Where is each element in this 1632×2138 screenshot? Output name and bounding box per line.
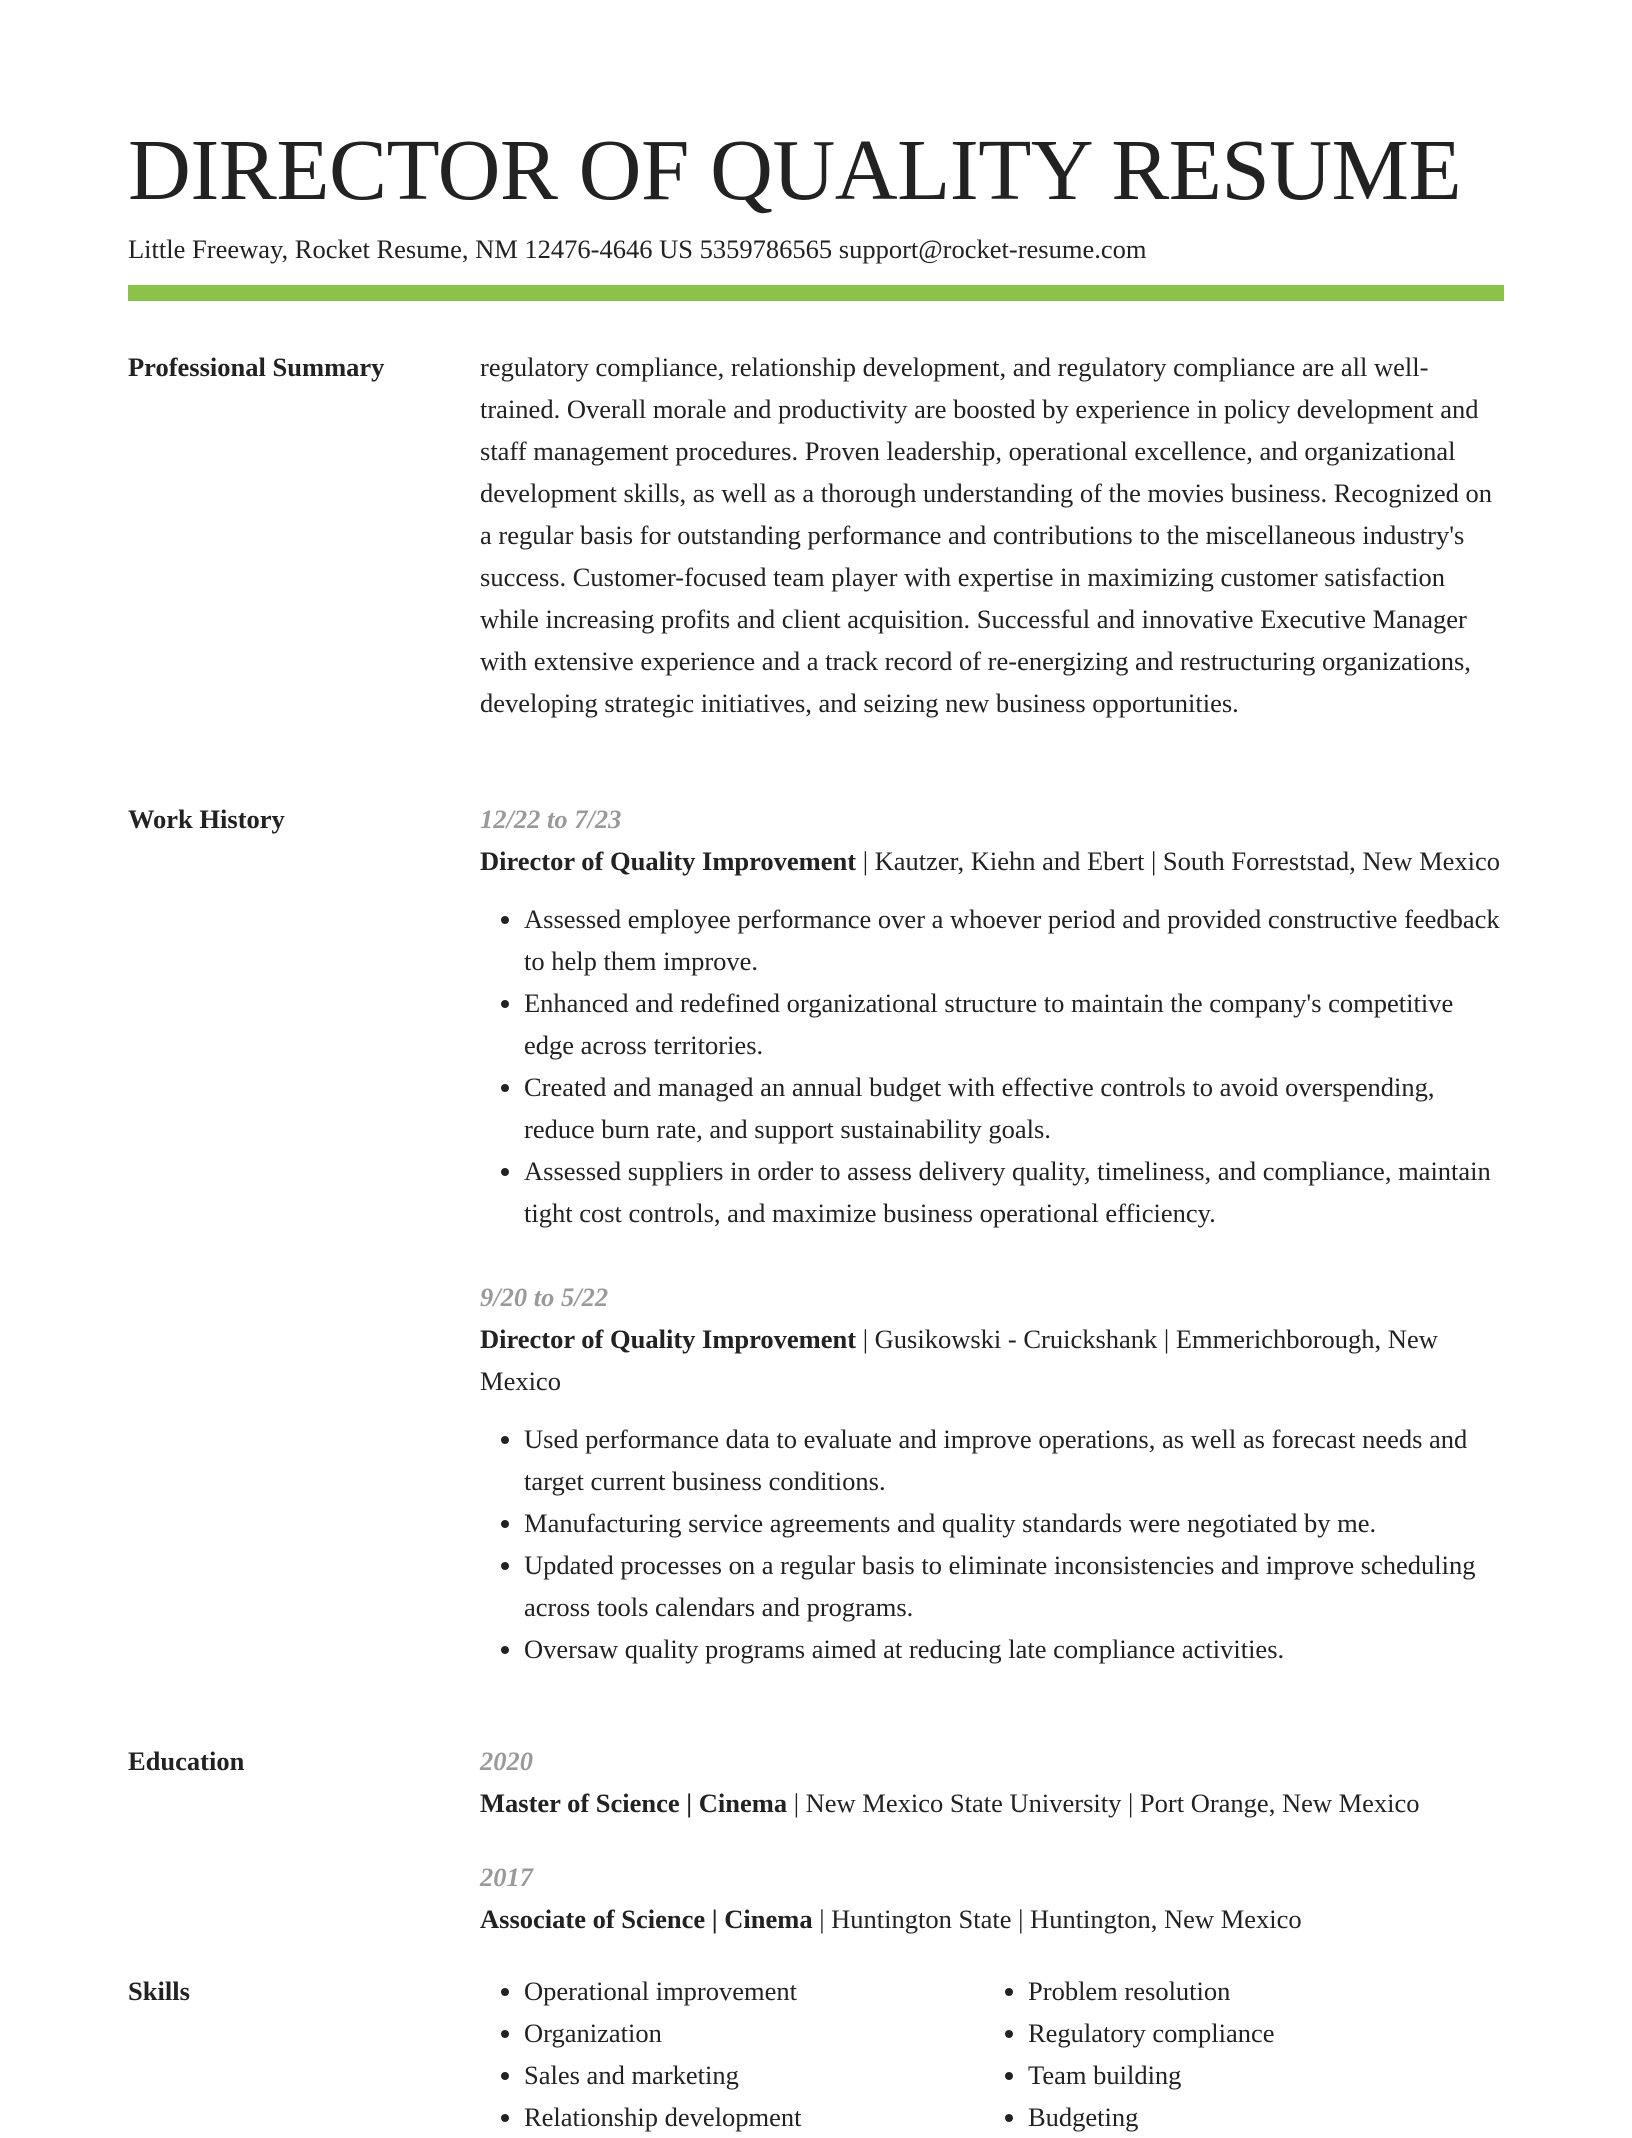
header-accent-rule [128, 285, 1504, 301]
summary-heading: Professional Summary [128, 352, 385, 382]
education-degree: Associate of Science | Cinema [480, 1904, 813, 1934]
job-entry [480, 798, 1504, 1234]
job-bullet: • Used performance data to evaluate and improve operations, as well as forecast needs and target current business conditions. [524, 1418, 1504, 1502]
job-bullet: • Updated processes on a regular basis to eliminate inconsistencies and improve scheduling across tools calendars and programs. [524, 1544, 1504, 1628]
education-year: 2017 [480, 1862, 533, 1892]
job-title: Director of Quality Improvement [480, 846, 857, 876]
summary-text: regulatory compliance, relationship development, and regulatory compliance are all well-trained. Overall morale and productivity are boosted by experience in policy development and staff management procedures. Proven leadership, operational excellence, and organizational development skills, as well as a thorough understanding of the movies business. Recognized on a regular basis for outstanding performance and contributions to the miscellaneous industry's success. Customer-focused team player with expertise in maximizing customer satisfaction while increasing profits and client acquisition. Successful and innovative Executive Manager with extensive experience and a track record of re-energizing and restructuring organizations, developing strategic initiatives, and seizing new business opportunities. [480, 352, 1492, 718]
work-history-body [480, 798, 1504, 1670]
skills-body [480, 1970, 1504, 2138]
job-bullet: • Oversaw quality programs aimed at reducing late compliance activities. [524, 1628, 1504, 1670]
skill-item: • Budgeting [1028, 2096, 1488, 2138]
job-role-line [480, 840, 1504, 882]
job-entry [480, 1276, 1504, 1670]
education-body [480, 1740, 1504, 1940]
education-heading: Education [128, 1746, 245, 1776]
education-school-location: | Huntington State | Huntington, New Mexico [812, 1904, 1302, 1934]
job-employer-location: | Kautzer, Kiehn and Ebert | South Forreststad, New Mexico [856, 846, 1501, 876]
work-history-heading: Work History [128, 804, 285, 834]
job-dates: 9/20 to 5/22 [480, 1282, 609, 1312]
job-dates: 12/22 to 7/23 [480, 804, 622, 834]
job-bullet: • Manufacturing service agreements and quality standards were negotiated by me. [524, 1502, 1504, 1544]
education-line [480, 1782, 1504, 1824]
education-degree: Master of Science | Cinema [480, 1788, 788, 1818]
skill-item: • Organization [524, 2012, 984, 2054]
skill-item: • Regulatory compliance [1028, 2012, 1488, 2054]
job-bullet-list [480, 1418, 1504, 1670]
job-bullet: • Assessed employee performance over a whoever period and provided constructive feedback to help them improve. [524, 898, 1504, 982]
job-title: Director of Quality Improvement [480, 1324, 857, 1354]
education-school-location: | New Mexico State University | Port Orange, New Mexico [787, 1788, 1420, 1818]
summary-body [480, 346, 1504, 724]
education-entry [480, 1740, 1504, 1824]
education-entry [480, 1856, 1504, 1940]
skill-item: • Problem resolution [1028, 1970, 1488, 2012]
job-bullet-list [480, 898, 1504, 1234]
contact-line: Little Freeway, Rocket Resume, NM 12476-4646 US 5359786565 support@rocket-resume.com [128, 234, 1147, 264]
education-year: 2020 [480, 1746, 533, 1776]
job-role-line [480, 1318, 1504, 1402]
skills-heading: Skills [128, 1976, 190, 2006]
job-bullet: • Assessed suppliers in order to assess delivery quality, timeliness, and compliance, maintain tight cost controls, and maximize business operational efficiency. [524, 1150, 1504, 1234]
job-bullet: • Enhanced and redefined organizational structure to maintain the company's competitive edge across territories. [524, 982, 1504, 1066]
skill-item: • Relationship development [524, 2096, 984, 2138]
skill-item: • Team building [1028, 2054, 1488, 2096]
resume-title: DIRECTOR OF QUALITY RESUME [128, 121, 1462, 218]
skill-item: • Sales and marketing [524, 2054, 984, 2096]
job-employer-location: | Gusikowski - Cruickshank | Emmerichborough, New Mexico [480, 1324, 1438, 1396]
job-bullet: • Created and managed an annual budget with effective controls to avoid overspending, reduce burn rate, and support sustainability goals. [524, 1066, 1504, 1150]
skill-item: • Operational improvement [524, 1970, 984, 2012]
education-line [480, 1898, 1504, 1940]
skills-list-right [984, 1970, 1488, 2138]
skills-list-left [480, 1970, 984, 2138]
skills-columns [480, 1970, 1504, 2138]
